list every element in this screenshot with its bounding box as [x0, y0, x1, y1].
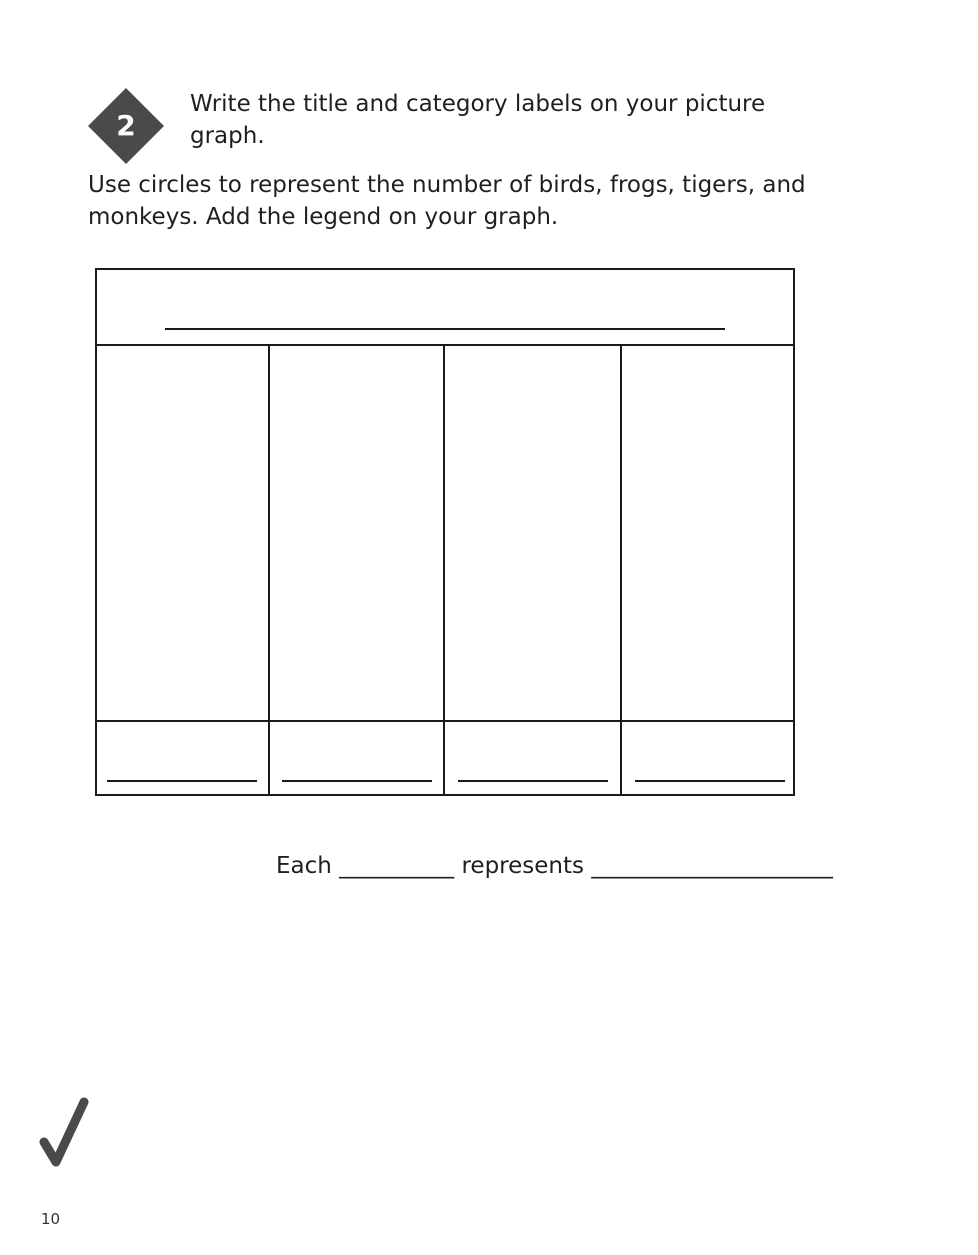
category-column-1[interactable] — [98, 347, 267, 719]
category-column-3[interactable] — [446, 347, 619, 719]
picture-graph — [95, 268, 795, 796]
step-number: 2 — [116, 109, 136, 142]
legend-symbol-blank[interactable]: __________ — [339, 853, 455, 879]
step-instruction: Write the title and category labels on your picture graph. — [190, 91, 766, 149]
step-badge — [88, 88, 164, 164]
legend-middle: represents — [461, 853, 584, 879]
category-column-2[interactable] — [271, 347, 442, 719]
secondary-instruction: Use circles to represent the number of birds, frogs, tigers, and monkeys. Add the legend on your graph. — [88, 172, 806, 230]
category-column-4[interactable] — [623, 347, 792, 719]
legend-value-blank[interactable]: _____________________ — [591, 853, 833, 879]
legend-prefix: Each — [276, 853, 332, 879]
page-number: 10 — [41, 1210, 61, 1228]
check-icon — [38, 1096, 92, 1168]
legend-line — [276, 850, 833, 882]
